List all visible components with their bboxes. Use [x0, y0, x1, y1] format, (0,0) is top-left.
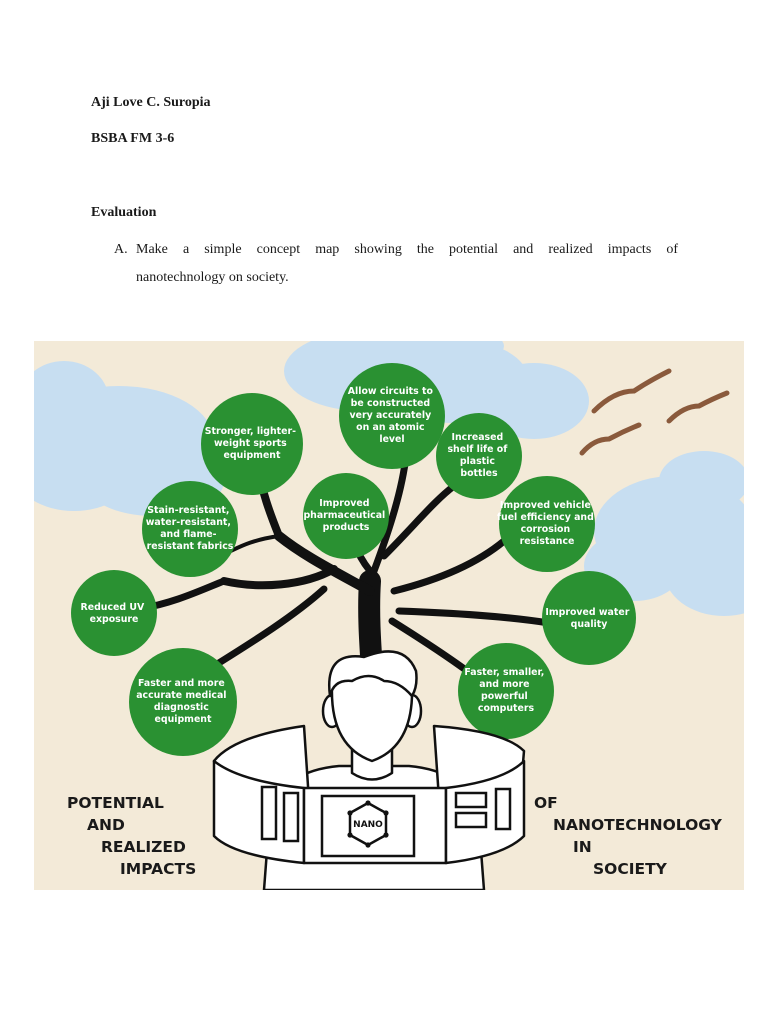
bird-icon [594, 371, 669, 411]
impact-label: Faster and more accurate medical diagnostic equipment [136, 678, 227, 725]
course-section: BSBA FM 3-6 [91, 131, 175, 146]
bird-icon [582, 425, 639, 453]
question-text-line-2: nanotechnology on society. [136, 270, 289, 285]
section-heading: Evaluation [91, 205, 157, 220]
title-left-line-4: IMPACTS [120, 860, 197, 878]
impact-label: Improved water quality [545, 607, 630, 630]
impact-label: Reduced UV exposure [80, 602, 145, 625]
title-left-line-2: AND [87, 816, 125, 834]
title-right-line-1: OF [534, 794, 558, 812]
concept-map-figure [34, 341, 744, 890]
concept-map-illustration [34, 341, 744, 890]
nano-label: NANO [353, 820, 383, 830]
impact-bubble [71, 570, 157, 656]
item-marker: A. [114, 242, 128, 257]
title-right-line-2: NANOTECHNOLOGY [553, 816, 722, 834]
impact-label: Stronger, lighter- weight sports equipment [204, 426, 297, 461]
title-left-line-1: POTENTIAL [67, 794, 164, 812]
author-name: Aji Love C. Suropia [91, 95, 211, 110]
impact-label: Increased shelf life of plastic bottles [447, 432, 508, 479]
bird-icon [669, 393, 727, 421]
question-text-line-1: Make a simple concept map showing the potential and realized impacts of [136, 242, 678, 257]
impact-label: Faster, smaller, and more powerful computers [464, 667, 545, 714]
impact-bubble [542, 571, 636, 665]
impact-label: Improved vehicle fuel efficiency and corrosion resistance [496, 500, 594, 547]
map-title-left [67, 794, 196, 878]
title-right-line-3: IN [573, 838, 592, 856]
impact-label: Improved pharmaceutical products [303, 498, 386, 533]
title-right-line-4: SOCIETY [593, 860, 667, 878]
impact-label: Allow circuits to be constructed very accurately on an atomic level [347, 386, 433, 445]
impact-label: Stain-resistant, water-resistant, and flame- resistant fabrics [145, 505, 234, 552]
map-title-right [534, 794, 723, 878]
birds [582, 371, 727, 453]
title-left-line-3: REALIZED [101, 838, 186, 856]
